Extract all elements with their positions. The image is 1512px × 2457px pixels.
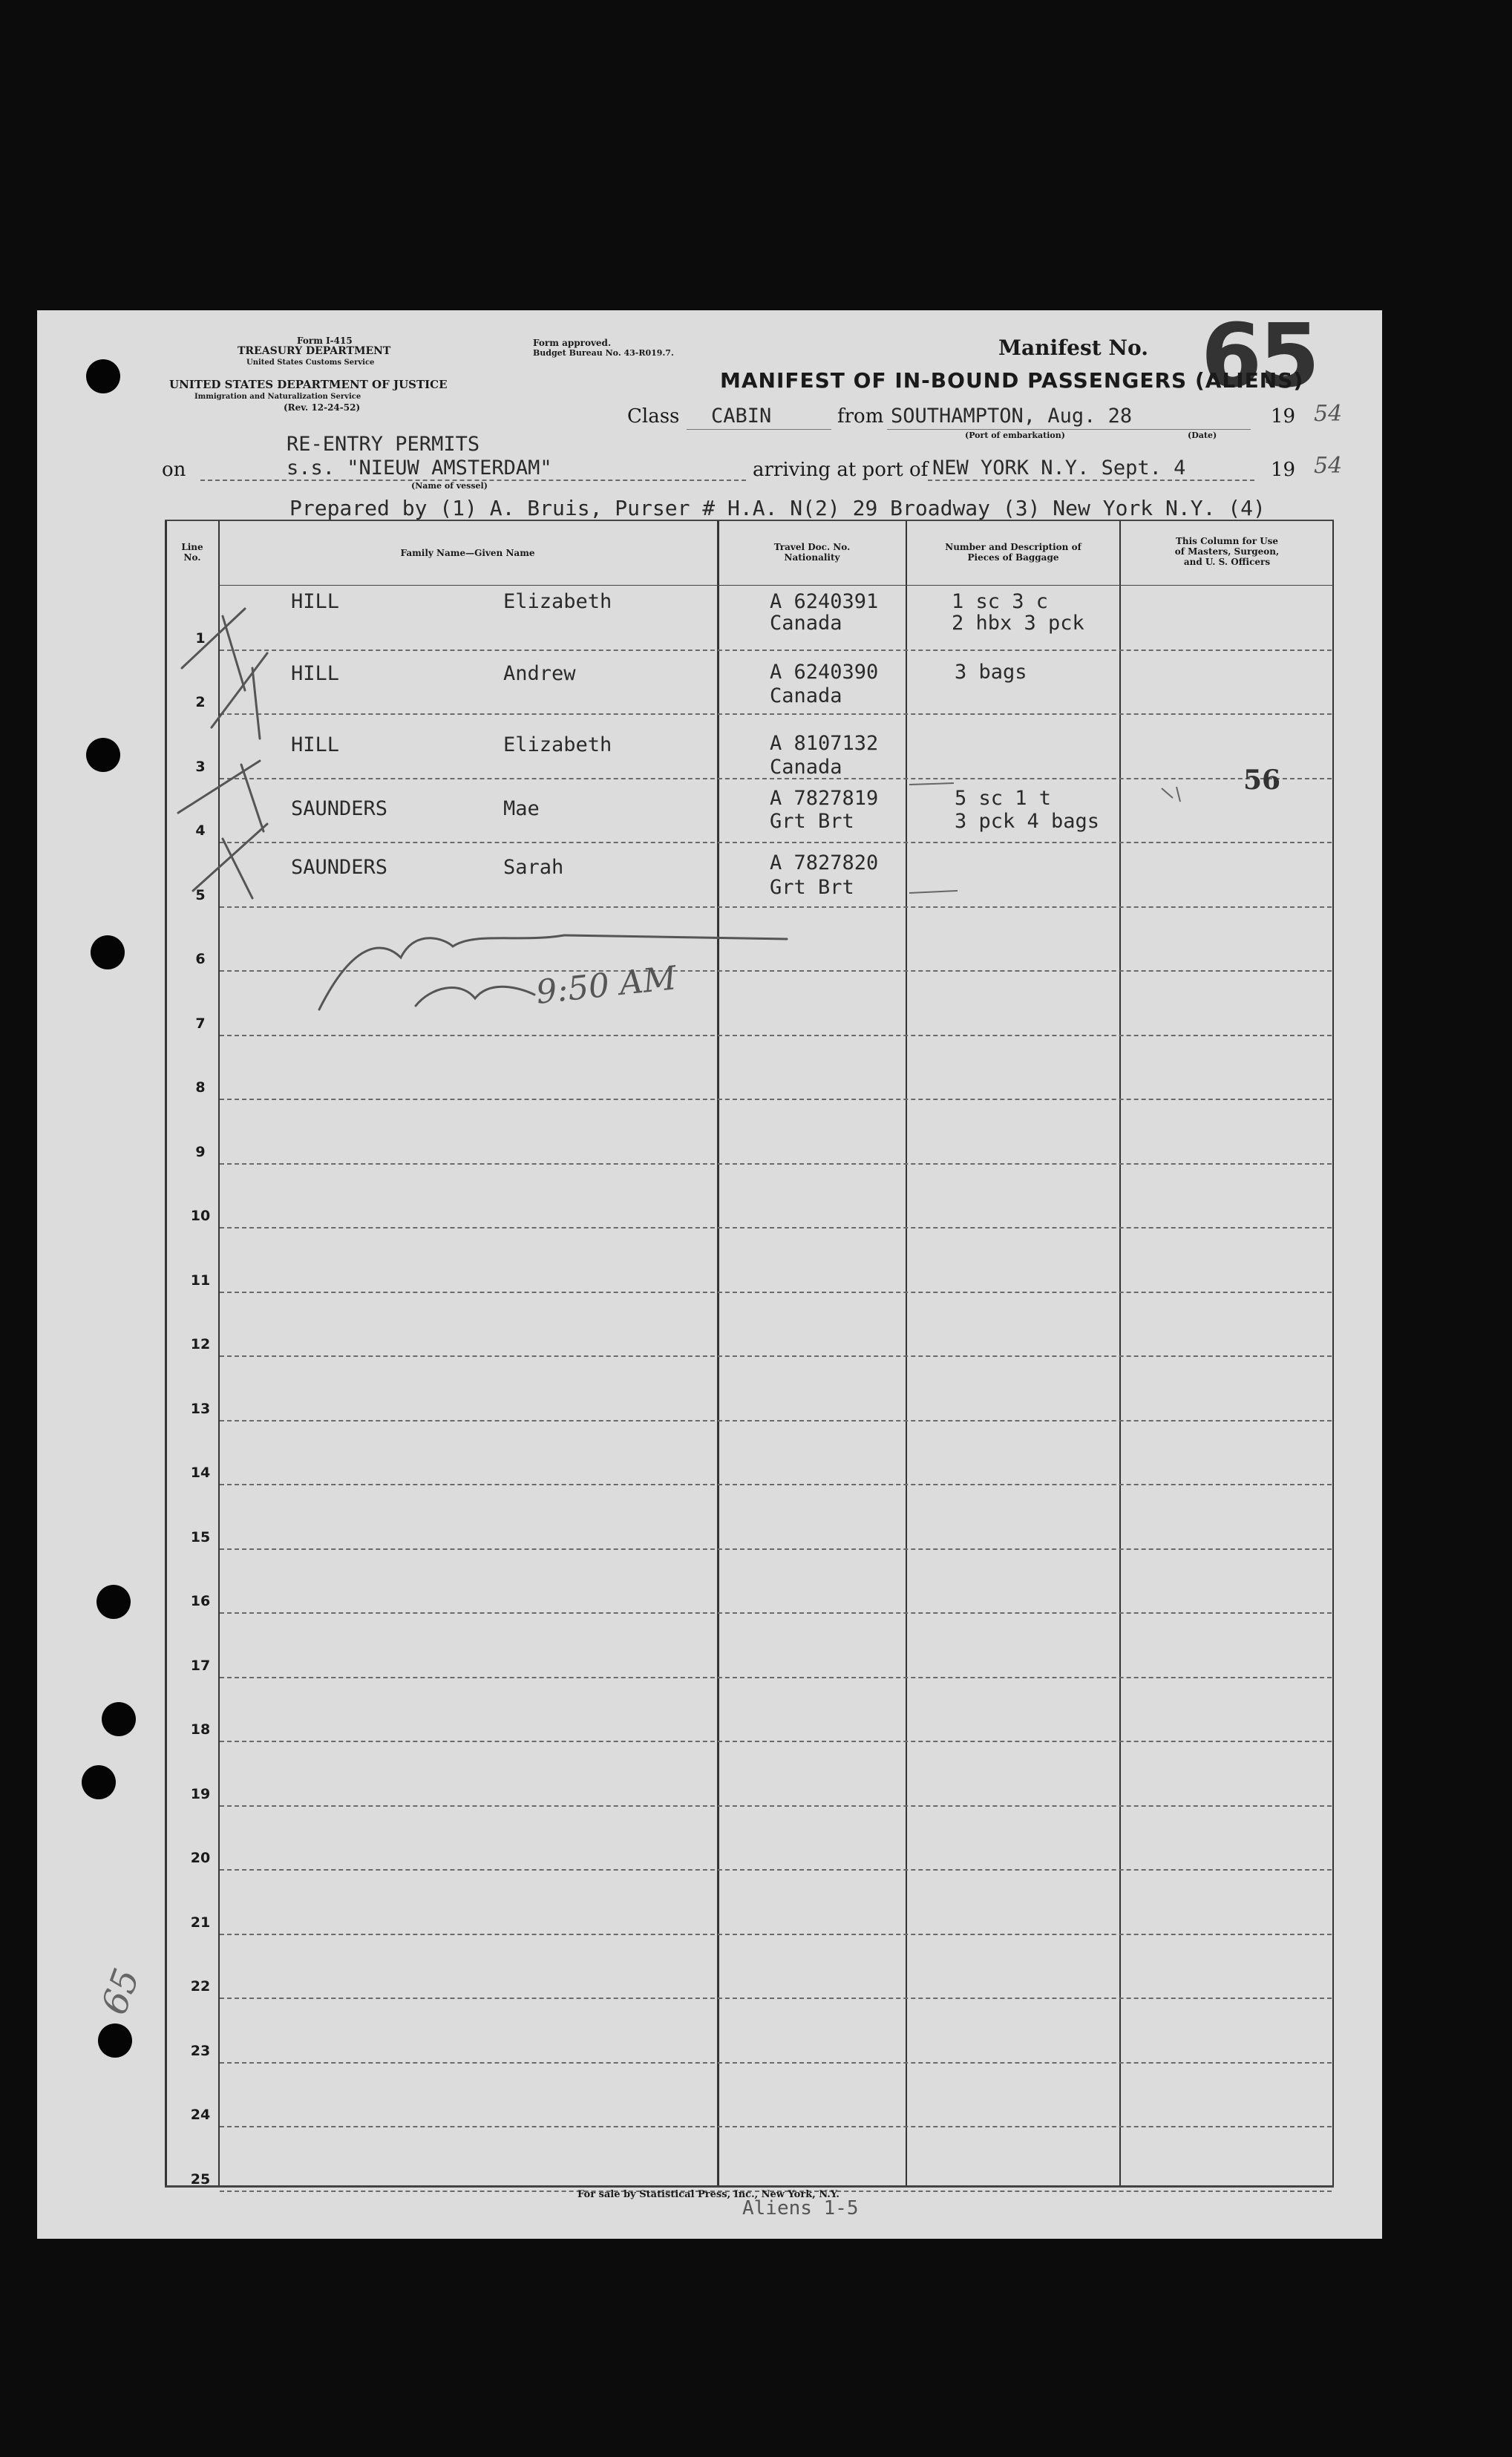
row-divider bbox=[220, 713, 1332, 715]
manifest-no-label: Manifest No. bbox=[998, 336, 1148, 360]
year-prefix-2: 19 bbox=[1271, 459, 1296, 481]
travel-doc: A 7827820 bbox=[770, 851, 879, 874]
baggage-1: 3 bags bbox=[955, 661, 1027, 684]
family-name: HILL bbox=[291, 590, 340, 613]
given-name: Elizabeth bbox=[503, 590, 612, 613]
row-divider bbox=[220, 1548, 1332, 1550]
line-number: 23 bbox=[190, 2043, 211, 2059]
baggage-2: 2 hbx 3 pck bbox=[952, 612, 1084, 635]
row-divider bbox=[220, 1741, 1332, 1742]
reentry-permits: RE-ENTRY PERMITS bbox=[287, 433, 480, 456]
row-divider bbox=[220, 1035, 1332, 1036]
line-number: 12 bbox=[190, 1336, 211, 1352]
arriving-value: NEW YORK N.Y. Sept. 4 bbox=[932, 457, 1186, 480]
family-name: HILL bbox=[291, 733, 340, 756]
line-number: 15 bbox=[190, 1529, 211, 1545]
arriving-label: arriving at port of bbox=[753, 459, 929, 481]
line-number: 8 bbox=[195, 1079, 206, 1096]
row-divider bbox=[220, 1869, 1332, 1871]
punch-hole bbox=[96, 1585, 131, 1619]
nationality: Grt Brt bbox=[770, 876, 854, 899]
col-travel-doc: Travel Doc. No. Nationality bbox=[773, 542, 851, 563]
nationality: Canada bbox=[770, 612, 842, 635]
line-number: 1 bbox=[195, 630, 206, 647]
customs-service: United States Customs Service bbox=[246, 359, 375, 367]
stamp-aliens: Aliens 1-5 bbox=[742, 2197, 859, 2219]
handwritten-time: 9:50 AM bbox=[534, 959, 678, 1012]
line-number: 13 bbox=[190, 1401, 211, 1417]
line-number: 5 bbox=[195, 887, 206, 903]
on-label: on bbox=[162, 459, 186, 481]
date-caption: (Date) bbox=[1188, 431, 1217, 440]
col-baggage: Number and Description of Pieces of Baggage bbox=[945, 542, 1081, 563]
manifest-page bbox=[37, 310, 1382, 2239]
row-divider bbox=[220, 970, 1332, 972]
row-divider bbox=[220, 650, 1332, 651]
line-number: 16 bbox=[190, 1593, 211, 1609]
baggage-1: 5 sc 1 t bbox=[955, 787, 1052, 810]
manifest-title: MANIFEST OF IN-BOUND PASSENGERS (ALIENS) bbox=[720, 368, 1304, 393]
row-divider bbox=[220, 1484, 1332, 1485]
row-divider bbox=[220, 1227, 1332, 1228]
given-name: Andrew bbox=[503, 662, 576, 685]
line-number: 17 bbox=[190, 1658, 211, 1674]
port-embark-caption: (Port of embarkation) bbox=[965, 431, 1065, 440]
prepared-by: Prepared by (1) A. Bruis, Purser # H.A. N(2) 29 Broadway (3) New York N.Y. (4) bbox=[289, 496, 1266, 520]
row-divider bbox=[220, 1805, 1332, 1807]
travel-doc: A 8107132 bbox=[770, 732, 879, 755]
manifest-number: 65 bbox=[1201, 304, 1318, 407]
budget-bureau: Budget Bureau No. 43-R019.7. bbox=[533, 348, 674, 358]
line-number: 10 bbox=[190, 1208, 211, 1224]
travel-doc: A 7827819 bbox=[770, 787, 879, 810]
row-divider bbox=[220, 1677, 1332, 1678]
line-number: 18 bbox=[190, 1721, 211, 1738]
vessel-name: s.s. "NIEUW AMSTERDAM" bbox=[287, 457, 552, 480]
nationality: Canada bbox=[770, 684, 842, 707]
row-divider bbox=[220, 906, 1332, 908]
line-number: 19 bbox=[190, 1786, 211, 1802]
punch-hole bbox=[91, 935, 125, 969]
family-name: HILL bbox=[291, 662, 340, 685]
line-number: 4 bbox=[195, 822, 206, 839]
col-line-no: Line No. bbox=[181, 542, 203, 563]
officer-note: 56 bbox=[1243, 765, 1281, 796]
punch-hole bbox=[98, 2023, 132, 2058]
class-value: CABIN bbox=[711, 405, 772, 428]
line-number: 25 bbox=[190, 2171, 211, 2188]
row-divider bbox=[220, 1934, 1332, 1935]
punch-hole bbox=[86, 359, 120, 393]
row-divider bbox=[220, 1292, 1332, 1293]
row-divider bbox=[220, 1612, 1332, 1614]
travel-doc: A 6240390 bbox=[770, 661, 879, 684]
line-number: 24 bbox=[190, 2107, 211, 2123]
row-divider bbox=[220, 2062, 1332, 2064]
col-officers: This Column for Use of Masters, Surgeon, and U. S. Officers bbox=[1174, 536, 1280, 567]
form-approved: Form approved. bbox=[533, 338, 612, 348]
class-label: Class bbox=[627, 405, 680, 428]
row-divider bbox=[220, 1420, 1332, 1421]
line-number: 2 bbox=[195, 694, 206, 710]
printer-credit: For sale by Statistical Press, Inc., New York, N.Y. bbox=[577, 2189, 840, 2200]
family-name: SAUNDERS bbox=[291, 856, 388, 879]
row-divider bbox=[220, 1355, 1332, 1357]
line-number: 7 bbox=[195, 1015, 206, 1032]
justice-dept: UNITED STATES DEPARTMENT OF JUSTICE bbox=[169, 378, 448, 391]
revision: (Rev. 12-24-52) bbox=[284, 402, 361, 413]
ins-service: Immigration and Naturalization Service bbox=[194, 393, 361, 401]
line-number: 9 bbox=[195, 1144, 206, 1160]
line-number: 22 bbox=[190, 1978, 211, 1995]
from-label: from bbox=[837, 405, 884, 428]
given-name: Sarah bbox=[503, 856, 564, 879]
year-2: 54 bbox=[1314, 453, 1343, 479]
baggage-2: 3 pck 4 bags bbox=[955, 810, 1100, 833]
from-value: SOUTHAMPTON, Aug. 28 bbox=[891, 405, 1133, 428]
nationality: Canada bbox=[770, 756, 842, 779]
nationality: Grt Brt bbox=[770, 810, 854, 833]
given-name: Elizabeth bbox=[503, 733, 612, 756]
line-number: 14 bbox=[190, 1465, 211, 1481]
line-number: 21 bbox=[190, 1914, 211, 1931]
margin-note: 65 bbox=[93, 1963, 148, 2021]
line-number: 11 bbox=[190, 1272, 211, 1289]
line-number: 3 bbox=[195, 759, 206, 775]
row-divider bbox=[220, 1099, 1332, 1100]
year-1: 54 bbox=[1314, 401, 1343, 427]
punch-hole bbox=[82, 1765, 116, 1799]
line-number: 20 bbox=[190, 1850, 211, 1866]
form-number: Form I-415 bbox=[297, 336, 353, 346]
vessel-caption: (Name of vessel) bbox=[411, 481, 488, 491]
line-number: 6 bbox=[195, 951, 206, 967]
row-divider bbox=[220, 1998, 1332, 1999]
row-divider bbox=[220, 2126, 1332, 2127]
col-name: Family Name—Given Name bbox=[400, 548, 535, 558]
year-prefix-1: 19 bbox=[1271, 405, 1296, 428]
family-name: SAUNDERS bbox=[291, 797, 388, 820]
baggage-1: 1 sc 3 c bbox=[952, 590, 1049, 613]
row-divider bbox=[220, 842, 1332, 843]
punch-hole bbox=[102, 1702, 136, 1736]
treasury-dept: TREASURY DEPARTMENT bbox=[238, 345, 391, 357]
given-name: Mae bbox=[503, 797, 540, 820]
travel-doc: A 6240391 bbox=[770, 590, 879, 613]
punch-hole bbox=[86, 738, 120, 772]
row-divider bbox=[220, 1163, 1332, 1165]
